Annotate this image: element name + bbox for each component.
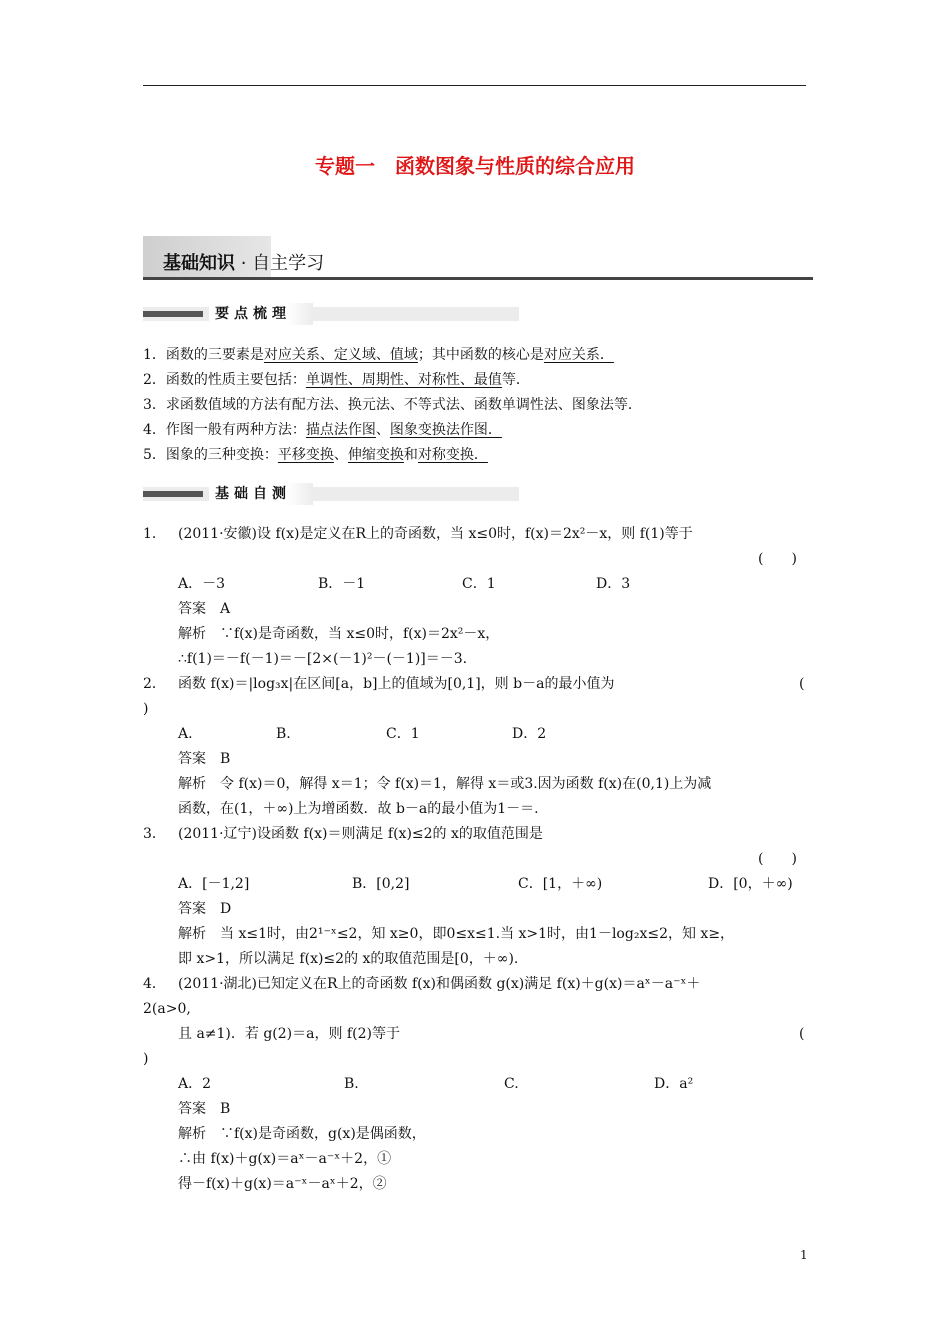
explanation-line: ∴由 f(x)＋g(x)＝aˣ－a⁻ˣ＋2，①: [178, 1151, 392, 1167]
question-3-number: 3．: [143, 826, 166, 842]
option-d: D．2: [512, 726, 547, 742]
header-rule: [143, 85, 806, 86]
option-b: B.: [344, 1076, 359, 1092]
answer-paren-right: ): [143, 1051, 149, 1067]
section-header-rule: [143, 277, 813, 280]
point-2: 2．函数的性质主要包括：单调性、周期性、对称性、最值等．: [143, 372, 530, 388]
point-4: 4．作图一般有两种方法：描点法作图、图象变换法作图．: [143, 422, 502, 438]
answer: 答案 D: [178, 901, 232, 917]
answer-paren-left: (: [799, 1026, 805, 1042]
explanation-line: 解析 令 f(x)＝0，解得 x＝1；令 f(x)＝1，解得 x＝或3.因为函数 f(x)在(0,1)上为减: [178, 776, 712, 792]
option-c: C.: [504, 1076, 519, 1092]
option-b: B．－1: [318, 576, 366, 592]
answer-paren: ( ): [758, 851, 797, 867]
explanation-line: ∴f(1)＝－f(－1)＝－[2×(－1)²－(－1)]＝－3.: [178, 651, 468, 667]
answer-paren-right: ): [143, 701, 149, 717]
option-c: C．[1，＋∞): [518, 876, 603, 892]
question-4-stem-cont: 且 a≠1)．若 g(2)＝a，则 f(2)等于: [178, 1026, 400, 1042]
option-d: D．3: [596, 576, 631, 592]
question-3-stem: (2011·辽宁)设函数 f(x)＝则满足 f(x)≤2的 x的取值范围是: [178, 826, 543, 842]
question-1-stem: (2011·安徽)设 f(x)是定义在R上的奇函数，当 x≤0时，f(x)＝2x²－x，则 f(1)等于: [178, 526, 693, 542]
option-b: B．[0,2]: [352, 876, 410, 892]
point-1: 1．函数的三要素是对应关系、定义域、值域；其中函数的核心是对应关系．: [143, 347, 614, 363]
option-b: B.: [276, 726, 291, 742]
section-header-text: 基础知识 · 自主学习: [163, 253, 325, 274]
explanation-line: 解析 ∵f(x)是奇函数，当 x≤0时，f(x)＝2x²－x，: [178, 626, 500, 642]
section-header: [143, 236, 813, 280]
explanation-line: 解析 当 x≤1时，由2¹⁻ˣ≤2，知 x≥0，即0≤x≤1.当 x>1时，由1－log₂x≤2，知 x≥，: [178, 926, 735, 942]
page-number: 1: [800, 1248, 808, 1262]
option-d: D．[0，＋∞): [708, 876, 793, 892]
explanation-line: 函数，在(1，＋∞)上为增函数．故 b－a的最小值为1－＝.: [178, 801, 539, 817]
subheader-label: 基础自测: [209, 483, 313, 505]
explanation-line: 解析 ∵f(x)是奇函数，g(x)是偶函数，: [178, 1126, 426, 1142]
point-5: 5．图象的三种变换：平移变换、伸缩变换和对称变换．: [143, 447, 488, 463]
question-4-stem: (2011·湖北)已知定义在R上的奇函数 f(x)和偶函数 g(x)满足 f(x)＋g(x)＝aˣ－a⁻ˣ＋: [178, 976, 701, 992]
option-c: C．1: [462, 576, 496, 592]
answer: 答案 B: [178, 751, 231, 767]
question-1-number: 1．: [143, 526, 166, 542]
answer: 答案 B: [178, 1101, 231, 1117]
explanation-line: 得－f(x)＋g(x)＝a⁻ˣ－aˣ＋2，②: [178, 1176, 387, 1192]
option-a: A．[－1,2]: [178, 876, 250, 892]
question-2-stem: 函数 f(x)＝|log₃x|在区间[a，b]上的值域为[0,1]，则 b－a的最小值为: [178, 676, 615, 692]
option-a: A．－3: [178, 576, 226, 592]
point-3: 3．求函数值域的方法有配方法、换元法、不等式法、函数单调性法、图象法等．: [143, 397, 642, 413]
answer-paren: ( ): [758, 551, 797, 567]
answer-paren-left: (: [799, 676, 805, 692]
option-a: A.: [178, 726, 193, 742]
explanation-line: 即 x>1，所以满足 f(x)≤2的 x的取值范围是[0，＋∞).: [178, 951, 519, 967]
subheader-key-points: [143, 307, 519, 321]
question-4-stem-cont: 2(a>0,: [143, 1001, 191, 1017]
option-a: A．2: [178, 1076, 212, 1092]
option-d: D．a²: [654, 1076, 694, 1092]
subheader-self-test: [143, 487, 519, 501]
answer: 答案 A: [178, 601, 231, 617]
option-c: C．1: [386, 726, 420, 742]
page-title: 专题一 函数图象与性质的综合应用: [315, 154, 635, 178]
subheader-label: 要点梳理: [209, 303, 313, 325]
question-2-number: 2．: [143, 676, 166, 692]
question-4-number: 4．: [143, 976, 166, 992]
